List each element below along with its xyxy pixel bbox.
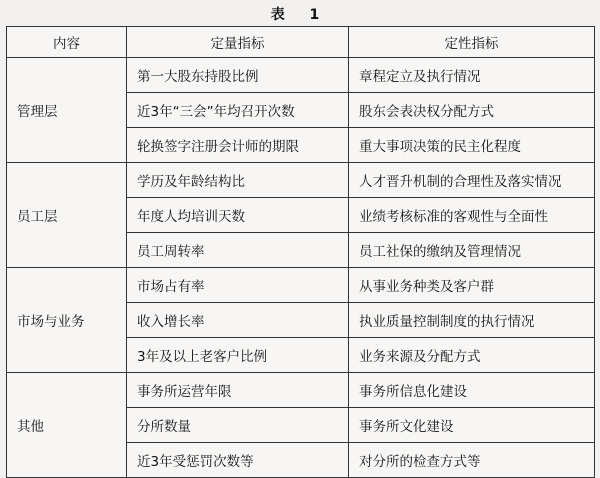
quantitative-cell: 学历及年龄结构比 — [127, 163, 349, 198]
table-header-row — [7, 27, 595, 58]
qualitative-cell: 业绩考核标准的客观性与全面性 — [349, 198, 595, 233]
quantitative-cell: 年度人均培训天数 — [127, 198, 349, 233]
quantitative-cell: 收入增长率 — [127, 303, 349, 338]
quantitative-cell: 3年及以上老客户比例 — [127, 338, 349, 373]
category-cell: 员工层 — [7, 163, 127, 268]
qualitative-cell: 业务来源及分配方式 — [349, 338, 595, 373]
quantitative-cell: 近3年“三会”年均召开次数 — [127, 93, 349, 128]
header-qualitative: 定性指标 — [349, 27, 595, 58]
quantitative-cell: 市场占有率 — [127, 268, 349, 303]
quantitative-cell: 轮换签字注册会计师的期限 — [127, 128, 349, 163]
qualitative-cell: 对分所的检查方式等 — [349, 443, 595, 478]
qualitative-cell: 事务所文化建设 — [349, 408, 595, 443]
table-caption: 表 1 — [270, 7, 330, 23]
category-cell: 市场与业务 — [7, 268, 127, 373]
header-content: 内容 — [7, 27, 127, 58]
category-cell: 管理层 — [7, 58, 127, 163]
quantitative-cell: 近3年受惩罚次数等 — [127, 443, 349, 478]
indicator-table — [6, 26, 595, 478]
table-row — [7, 58, 595, 93]
qualitative-cell: 事务所信息化建设 — [349, 373, 595, 408]
table-row — [7, 373, 595, 408]
quantitative-cell: 员工周转率 — [127, 233, 349, 268]
quantitative-cell: 分所数量 — [127, 408, 349, 443]
table-row — [7, 163, 595, 198]
qualitative-cell: 员工社保的缴纳及管理情况 — [349, 233, 595, 268]
table-row — [7, 268, 595, 303]
category-cell: 其他 — [7, 373, 127, 478]
qualitative-cell: 股东会表决权分配方式 — [349, 93, 595, 128]
qualitative-cell: 重大事项决策的民主化程度 — [349, 128, 595, 163]
qualitative-cell: 章程定立及执行情况 — [349, 58, 595, 93]
quantitative-cell: 事务所运营年限 — [127, 373, 349, 408]
qualitative-cell: 执业质量控制制度的执行情况 — [349, 303, 595, 338]
qualitative-cell: 从事业务种类及客户群 — [349, 268, 595, 303]
header-quantitative: 定量指标 — [127, 27, 349, 58]
quantitative-cell: 第一大股东持股比例 — [127, 58, 349, 93]
qualitative-cell: 人才晋升机制的合理性及落实情况 — [349, 163, 595, 198]
